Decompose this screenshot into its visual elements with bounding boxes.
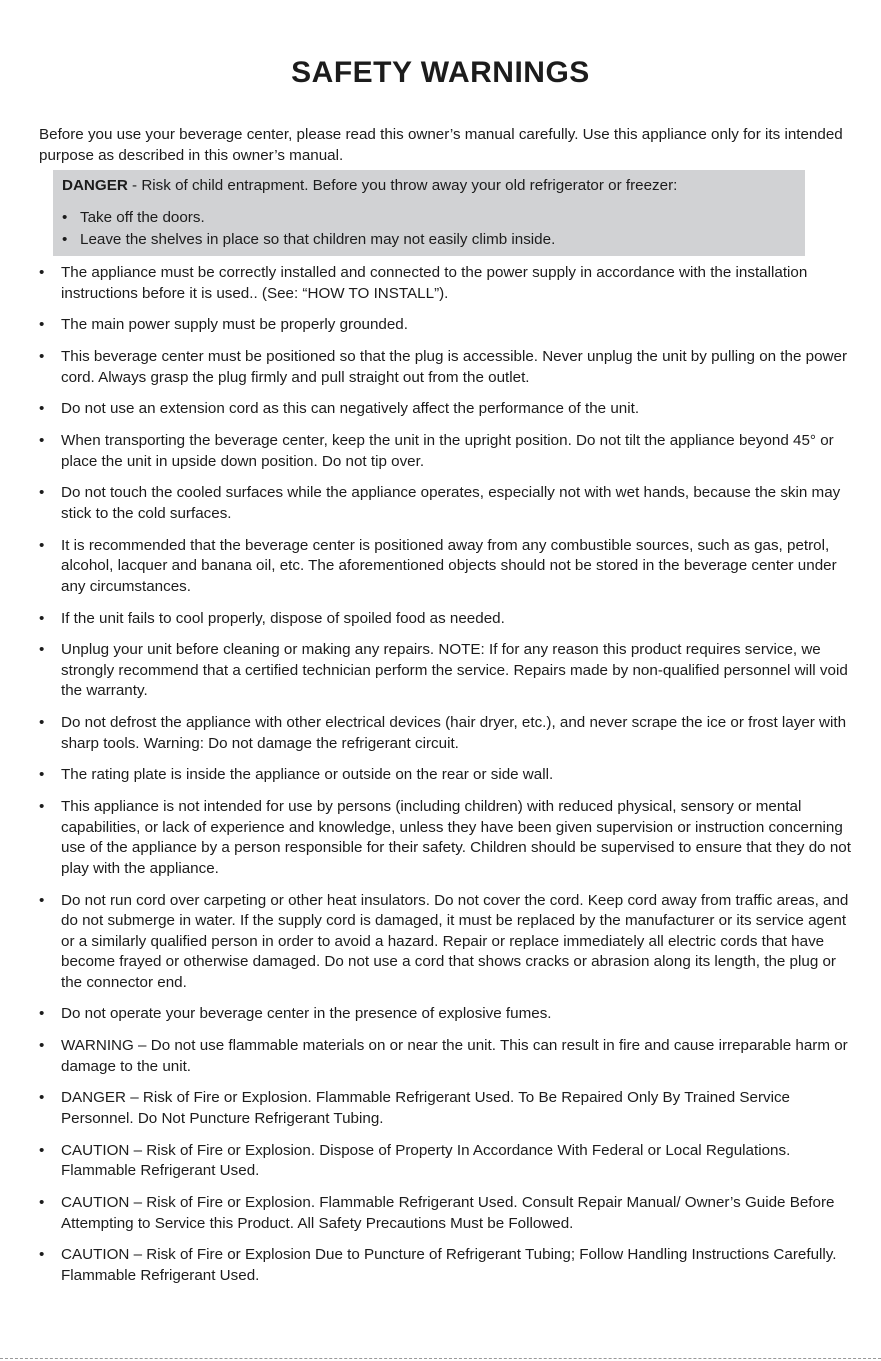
bullet-icon: •: [39, 714, 45, 732]
warning-item: [39, 1245, 859, 1286]
warning-item: [39, 431, 859, 472]
danger-list: [62, 207, 555, 251]
warning-text: WARNING – Do not use flammable materials on or near the unit. This can result in fire and cause irreparable harm or damage to the unit.: [61, 1037, 848, 1075]
warning-text: Do not use an extension cord as this can negatively affect the performance of the unit.: [61, 400, 640, 418]
danger-list-item: • Leave the shelves in place so that children may not easily climb inside.: [62, 229, 555, 251]
page-bottom-rule: [0, 1358, 881, 1359]
bullet-icon: •: [39, 641, 45, 659]
warning-item: [39, 315, 859, 336]
warning-item: [39, 1036, 859, 1077]
danger-text: - Risk of child entrapment. Before you throw away your old refrigerator or freezer:: [127, 177, 678, 194]
bullet-icon: •: [39, 264, 45, 281]
bullet-icon: •: [39, 1141, 45, 1159]
danger-heading: [62, 177, 677, 194]
warning-item: [39, 1141, 859, 1182]
warning-item: [39, 609, 859, 630]
warning-text: Do not defrost the appliance with other electrical devices (hair dryer, etc.), and never scrape the ice or frost layer with sharp tools. Warning: Do not damage the refrigerant circuit.: [61, 714, 847, 752]
danger-list-item: • Take off the doors.: [62, 207, 555, 229]
bullet-icon: •: [39, 609, 45, 627]
warning-item: [39, 263, 859, 304]
warning-text: The rating plate is inside the appliance or outside on the rear or side wall.: [61, 766, 554, 784]
bullet-icon: •: [39, 1194, 45, 1212]
bullet-icon: •: [39, 1089, 45, 1107]
danger-label: DANGER: [62, 177, 128, 194]
bullet-icon: •: [39, 766, 45, 784]
warning-item: [39, 713, 859, 754]
bullet-icon: •: [39, 316, 45, 334]
warning-text: CAUTION – Risk of Fire or Explosion. Dispose of Property In Accordance With Federal or Local Regulations. Flammable Refrigerant Used.: [61, 1141, 791, 1180]
warning-item: [39, 399, 859, 420]
bullet-icon: •: [39, 348, 45, 366]
bullet-icon: •: [39, 536, 45, 554]
warning-text: Do not operate your beverage center in the presence of explosive fumes.: [61, 1005, 552, 1023]
warning-item: [39, 483, 859, 524]
warning-item: [39, 536, 859, 598]
warning-text: It is recommended that the beverage center is positioned away from any combustible sources, such as gas, petrol, alcohol, lacquer and banana oil, etc. The aforementioned objects should not be stored in the beverage center under any circumstances.: [61, 536, 837, 595]
page-title: SAFETY WARNINGS: [291, 56, 590, 89]
warning-text: This beverage center must be positioned so that the plug is accessible. Never unplug the unit by pulling on the power cord. Always grasp the plug firmly and pull straight out from the outlet.: [61, 348, 848, 386]
warning-item: [39, 891, 859, 994]
warning-text: CAUTION – Risk of Fire or Explosion Due to Puncture of Refrigerant Tubing; Follow Handling Instructions Carefully. Flammable Refrigerant Used.: [61, 1246, 837, 1284]
warning-text: If the unit fails to cool properly, dispose of spoiled food as needed.: [61, 609, 505, 627]
warning-text: DANGER – Risk of Fire or Explosion. Flammable Refrigerant Used. To Be Repaired Only By Trained Service Personnel. Do Not Puncture Refrigerant Tubing.: [61, 1089, 791, 1127]
warning-item: [39, 797, 859, 879]
bullet-icon: •: [39, 798, 45, 816]
warning-item: [39, 765, 859, 786]
warning-item: [39, 347, 859, 388]
bullet-icon: •: [39, 891, 45, 909]
bullet-icon: •: [39, 1246, 45, 1264]
warning-item: [39, 640, 859, 702]
bullet-icon: •: [39, 400, 45, 418]
intro-paragraph: Before you use your beverage center, please read this owner’s manual carefully. Use this appliance only for its intended purpose as described in this owner’s manual.: [39, 126, 843, 164]
warning-item: [39, 1193, 859, 1234]
bullet-icon: •: [39, 1037, 45, 1055]
warning-item: [39, 1004, 859, 1025]
bullet-icon: •: [39, 1005, 45, 1023]
warning-text: The main power supply must be properly grounded.: [61, 316, 408, 334]
warning-text: This appliance is not intended for use by persons (including children) with reduced physical, sensory or mental capabilities, or lack of experience and knowledge, unless they have been given supervision or instruction concerning use of the appliance by a person responsible for their safety. Children should be supervised to ensure that they do not play with the appliance.: [61, 798, 851, 877]
bullet-icon: •: [39, 484, 45, 502]
warning-text: Do not touch the cooled surfaces while the appliance operates, especially not with wet hands, because the skin may stick to the cold surfaces.: [61, 484, 841, 522]
warning-text: CAUTION – Risk of Fire or Explosion. Flammable Refrigerant Used. Consult Repair Manual/ Owner’s Guide Before Attempting to Service this Product. All Safety Precautions Must be Followed.: [61, 1194, 835, 1232]
safety-warning-list: [39, 263, 859, 1298]
warning-text: When transporting the beverage center, keep the unit in the upright position. Do not tilt the appliance beyond 45° or place the unit in upside down position. Do not tip over.: [61, 432, 834, 470]
warning-text: Unplug your unit before cleaning or making any repairs. NOTE: If for any reason this product requires service, we strongly recommend that a certified technician perform the service. Repairs made by non-qualified personnel will void the warranty.: [61, 641, 848, 700]
warning-text: The appliance must be correctly installed and connected to the power supply in accordance with the installation instructions before it is used.. (See: “HOW TO INSTALL”).: [61, 264, 808, 302]
danger-notice-box: [53, 170, 805, 256]
bullet-icon: •: [39, 432, 45, 450]
warning-text: Do not run cord over carpeting or other heat insulators. Do not cover the cord. Keep cord away from traffic areas, and do not submerge in water. If the supply cord is damaged, it must be replaced by the manufacturer or its service agent or a similarly qualified person in order to avoid a hazard. Repair or replace immediately all electric cords that have become frayed or otherwise damaged. Do not use a cord that shows cracks or abrasion along its length, the plug or the connector end.: [61, 891, 849, 991]
warning-item: [39, 1088, 859, 1129]
